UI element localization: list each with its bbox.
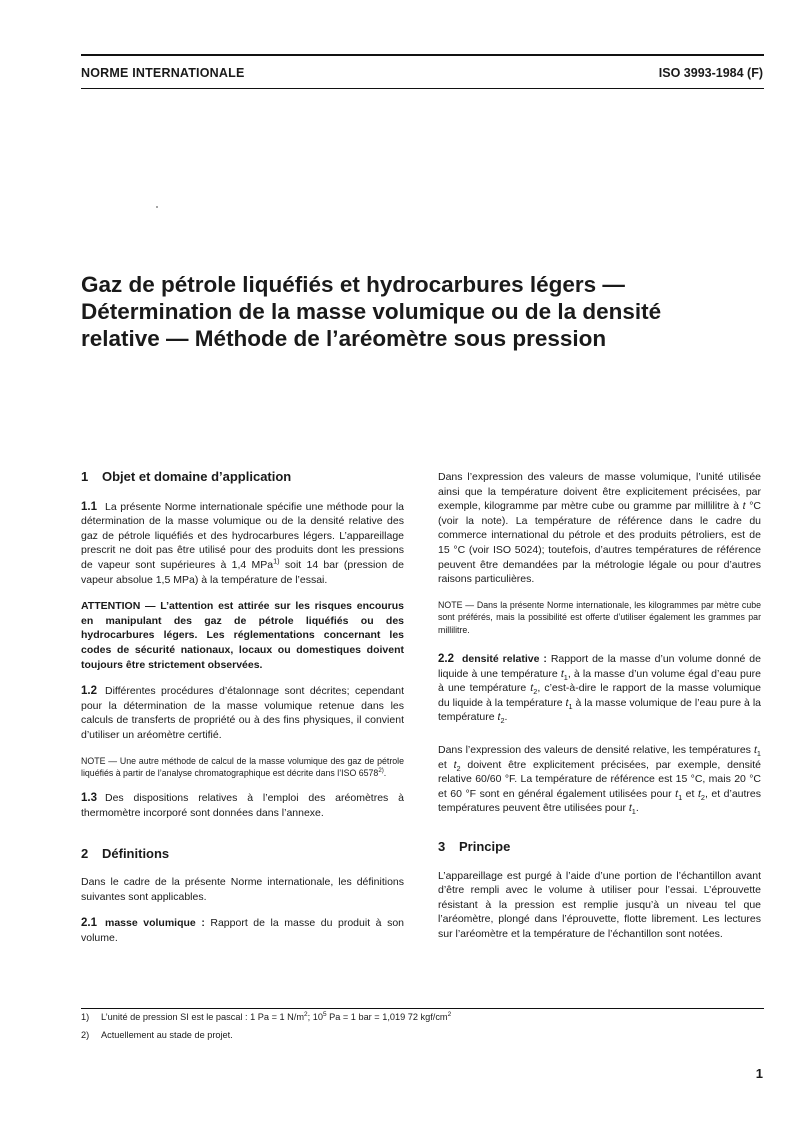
subscript: 2 [456,763,461,773]
right-column [438,470,761,941]
paragraph-text: et [682,787,698,800]
paragraph-text: Dans l’expression des valeurs de densité relative, les températures [438,743,754,756]
footnote-text: L’unité de pression SI est le pascal : 1 Pa = 1 N/m [101,1012,305,1022]
page-number: 1 [755,1066,763,1081]
title-line-3: relative — Méthode de l’aréomètre sous pression [81,326,607,351]
clause-text-cont: soit 14 bar (pression de vapeur absolue 1,5 MPa) à la température de l’essai. [81,558,404,586]
section-title: Définitions [102,845,170,861]
header-bottom-rule [81,88,764,89]
paragraph-text: et [438,758,454,771]
variable-t: t [453,758,457,771]
relative-density-paragraph [438,743,761,816]
footnote-key: 1) [81,1012,90,1022]
attention-warning: ATTENTION — L’attention est attirée sur les risques encourus en manipulant des gaz de pétrole liquéfiés ou des hydrocarbures légers. Les réglementations concernant les codes de sécurité nationaux, locaux ou domestiques doivent toujours être strictement observées. [81,600,404,671]
clause-text: . [504,711,508,724]
subscript: 2 [500,716,505,726]
section-title: Principe [459,838,511,854]
superscript: 2 [304,1010,308,1018]
paragraph-text: doivent être explicitement précisées, par exemple, densité relative 60/60 °F. La température de référence est 15 °C, mais 20 °C et 60 °F sont en général également utilisées pour [438,758,761,800]
clause-number: 2.2 [438,652,454,665]
variable-t: t [530,682,534,695]
subscript: 1 [678,792,683,802]
footnote-text: ; 10 [307,1012,323,1022]
variable-t: t [560,667,564,680]
footnote-rule [81,1008,764,1009]
document-title [81,271,741,352]
clause-text: , à la masse d’un volume égal d’eau pure à une température [438,667,761,695]
clause-1-3 [81,791,404,820]
variable-t: t [697,787,701,800]
clause-number: 2.1 [81,917,97,930]
superscript: 5 [322,1010,327,1018]
density-units-paragraph [438,470,761,587]
superscript: 2 [447,1010,452,1018]
clause-number: 1.2 [81,685,97,698]
section-title: Objet et domaine d’application [102,469,292,484]
header-top-rule [81,54,764,56]
left-column [81,470,404,945]
section-number: 1 [81,469,89,484]
clause-text: Des dispositions relatives à l’emploi des aréomètres à thermomètre incorporé sont données dans l’annexe. [81,792,404,819]
paragraph-text: , et d’autres températures peuvent être utilisées pour [438,787,762,815]
section-2-heading [81,847,404,862]
variable-t: t [497,711,501,724]
subscript: 1 [631,807,636,817]
term: densité relative : [462,652,547,665]
title-line-1: Gaz de pétrole liquéfiés et hydrocarbures légers — [81,272,625,297]
footnote-2 [81,1030,233,1040]
term: masse volumique : [105,917,205,930]
clause-2-1 [81,916,404,945]
scan-speck [156,206,158,208]
note-tail: . [383,767,387,778]
clause-number: 1.3 [81,792,97,805]
paragraph-text-cont: °C (voir la note). La température de référence dans le cadre du commerce international du pétrole et des produits pétroliers, est de 15 °C (voir ISO 5024); toutefois, d’autres températures de référence peuvent être demandées par la métrologie légale ou pour d’autres raisons particulières. [438,500,762,586]
subscript: 1 [563,672,568,682]
subscript: 1 [568,701,573,711]
section-3-heading [438,840,761,855]
section-2-intro: Dans le cadre de la présente Norme internationale, les définitions suivantes sont applicables. [81,876,404,903]
clause-text: La présente Norme internationale spécifie une méthode pour la détermination de la masse volumique ou de la densité relative des gaz de pétrole liquéfiés et des hydrocarbures légers. L’appareillage prescrit ne doit pas être utilisé pour des produits dont les pressions de vapeur sont supérieures à 1,4 MPa [81,500,404,571]
clause-number: 1.1 [81,500,97,513]
footnote-text: Pa = 1 bar = 1,019 72 kgf/cm [326,1012,448,1022]
clause-1-2 [81,684,404,742]
footnote-ref: 1) [273,556,280,566]
paragraph-text: Dans l’expression des valeurs de masse volumique, l’unité utilisée ainsi que la température doivent être explicitement précisées, par exemple, kilogramme par mètre cube ou gramme par millilitre à [438,471,761,513]
variable-t: t [675,787,679,800]
note-2: NOTE — Dans la présente Norme internationale, les kilogrammes par mètre cube sont préférés, mais la possibilité est offerte d’utiliser également les grammes par millilitre. [438,599,761,635]
clause-1-1 [81,500,404,588]
section-1-heading [81,470,404,485]
note-1 [81,755,404,780]
footnote-key: 2) [81,1030,90,1040]
section-3-text: L’appareillage est purgé à l’aide d’une portion de l’échantillon avant d’être rempli avec le volume à utiliser pour l’essai. L’éprouvette résistant à la pression est remplie jusqu’à un niveau tel que l’aréomètre, plongé dans l’éprouvette, flotte librement. Les lectures sur l’aréomètre et la température de l’échantillon sont notées. [438,869,761,940]
section-number: 2 [81,845,89,861]
clause-text: , c’est-à-dire le rapport de la masse volumique du liquide à la température [438,682,761,709]
variable-t: t [753,743,757,756]
clause-text: Différentes procédures d’étalonnage sont décrites; cependant pour la détermination de la masse volumique retenue dans les calculs de transferts de propriété ou à des fins physiques, il convient d’utiliser un aréomètre certifié. [81,685,404,741]
clause-2-2 [438,652,761,725]
footnote-1 [81,1012,451,1022]
clause-text: Rapport de la masse d’un volume donné de liquide à une température [438,652,761,680]
variable-t: t [628,802,632,815]
subscript: 1 [756,749,761,759]
paragraph-text: . [635,802,639,815]
section-number: 3 [438,838,446,854]
clause-text: à la masse volumique de l’eau pure à la température [438,696,761,724]
footnote-text: Actuellement au stade de projet. [101,1030,233,1040]
note-text: NOTE — Une autre méthode de calcul de la masse volumique des gaz de pétrole liquéfiés à partir de l’analyse chromatographique est décrite dans l’ISO 6578 [81,755,404,778]
subscript: 2 [700,792,705,802]
standard-type-label: NORME INTERNATIONALE [81,66,245,80]
title-line-2: Détermination de la masse volumique ou de la densité [81,299,662,324]
clause-text: Rapport de la masse du produit à son volume. [81,917,405,944]
variable-t: t [565,696,569,709]
standard-reference: ISO 3993-1984 (F) [658,66,763,80]
footnote-ref: 2) [378,766,384,774]
variable-t: t [742,500,746,513]
subscript: 2 [533,687,538,697]
